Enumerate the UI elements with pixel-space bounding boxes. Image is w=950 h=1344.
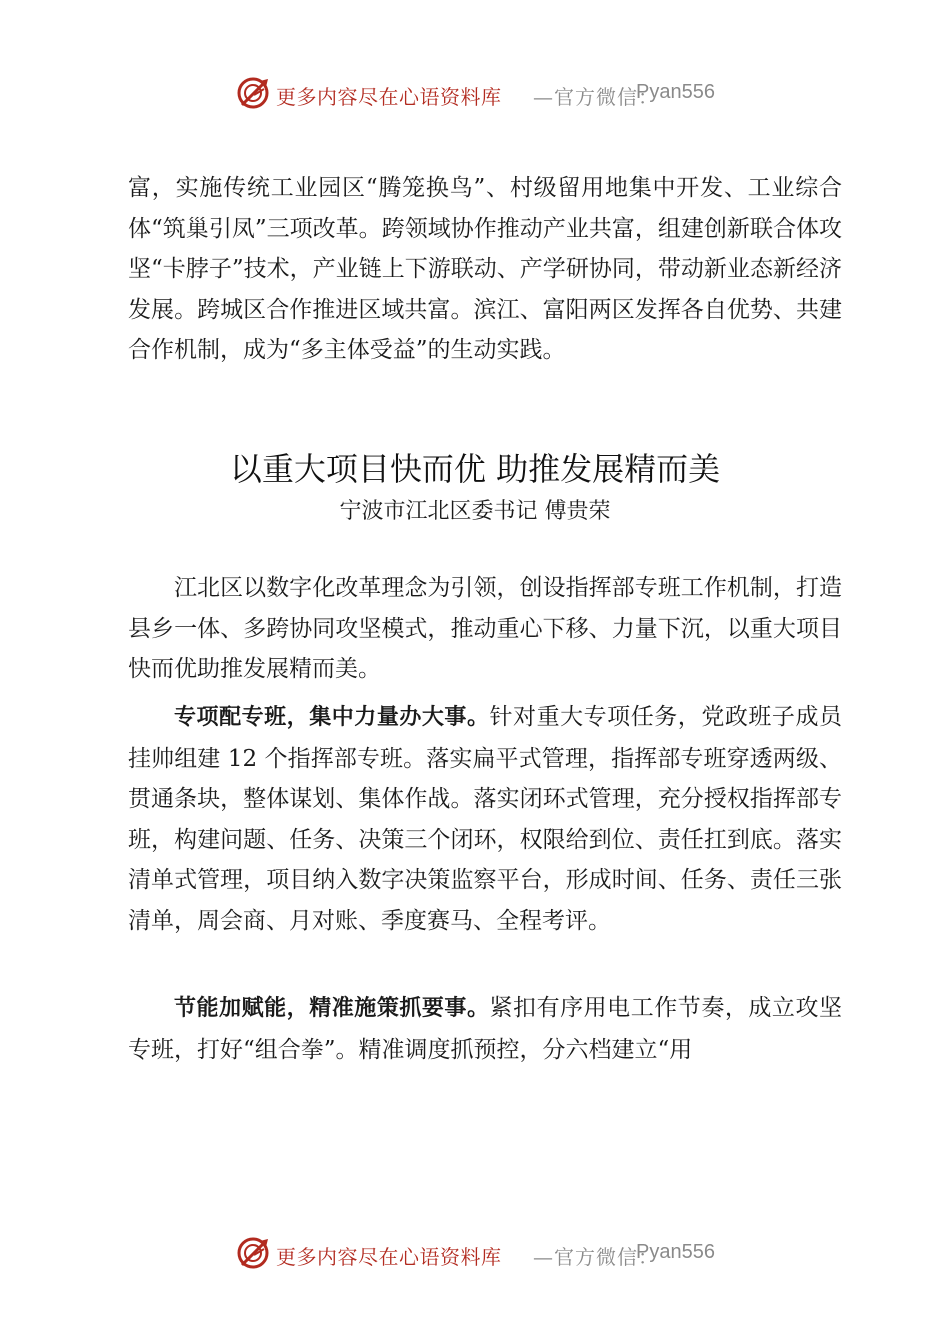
watermark-wechat-handle: Pyan556 [636, 1241, 715, 1263]
watermark-library-text: 更多内容尽在心语资料库 [276, 85, 502, 109]
watermark-library-text: 更多内容尽在心语资料库 [276, 1245, 502, 1269]
logo-icon [236, 75, 272, 111]
paragraph-lead: 专项配专班，集中力量办大事。 [174, 705, 490, 730]
paragraph-energy [128, 988, 842, 1070]
paragraph-special-teams [128, 697, 842, 942]
watermark-wechat-label: —官方微信： [533, 1245, 659, 1269]
watermark-wechat-handle: Pyan556 [636, 81, 715, 103]
article-title: 以重大项目快而优 助推发展精而美 [229, 450, 721, 488]
logo-icon [236, 1235, 272, 1271]
footer-watermark [0, 1233, 950, 1273]
article-byline: 宁波市江北区委书记 傅贵荣 [339, 499, 611, 524]
paragraph-continued: 富，实施传统工业园区“腾笼换鸟”、村级留用地集中开发、工业综合体“筑巢引凤”三项改革。跨领域协作推动产业共富，组建创新联合体攻坚“卡脖子”技术，产业链上下游联动、产学研协同，带动新业态新经济发展。跨城区合作推进区域共富。滨江、富阳两区发挥各自优势、共建合作机制，成为“多主体受益”的生动实践。 [128, 175, 842, 364]
header-watermark [0, 73, 950, 113]
paragraph-lead: 节能加赋能，精准施策抓要事。 [174, 996, 490, 1021]
paragraph-body: 紧扣有序用电工作节奏，成立攻坚专班，打好“组合拳”。精准调度抓预控，分六档建立“用 [128, 995, 842, 1063]
watermark-wechat-label: —官方微信： [533, 85, 659, 109]
paragraph-intro: 江北区以数字化改革理念为引领，创设指挥部专班工作机制，打造县乡一体、多跨协同攻坚模式，推动重心下移、力量下沉，以重大项目快而优助推发展精而美。 [128, 575, 842, 683]
paragraph-body: 针对重大专项任务，党政班子成员挂帅组建 12 个指挥部专班。落实扁平式管理，指挥部专班穿透两级、贯通条块，整体谋划、集体作战。落实闭环式管理，充分授权指挥部专班，构建问题、任务、决策三个闭环，权限给到位、责任扛到底。落实清单式管理，项目纳入数字决策监察平台，形成时间、任务、责任三张清单，周会商、月对账、季度赛马、全程考评。 [128, 704, 842, 934]
